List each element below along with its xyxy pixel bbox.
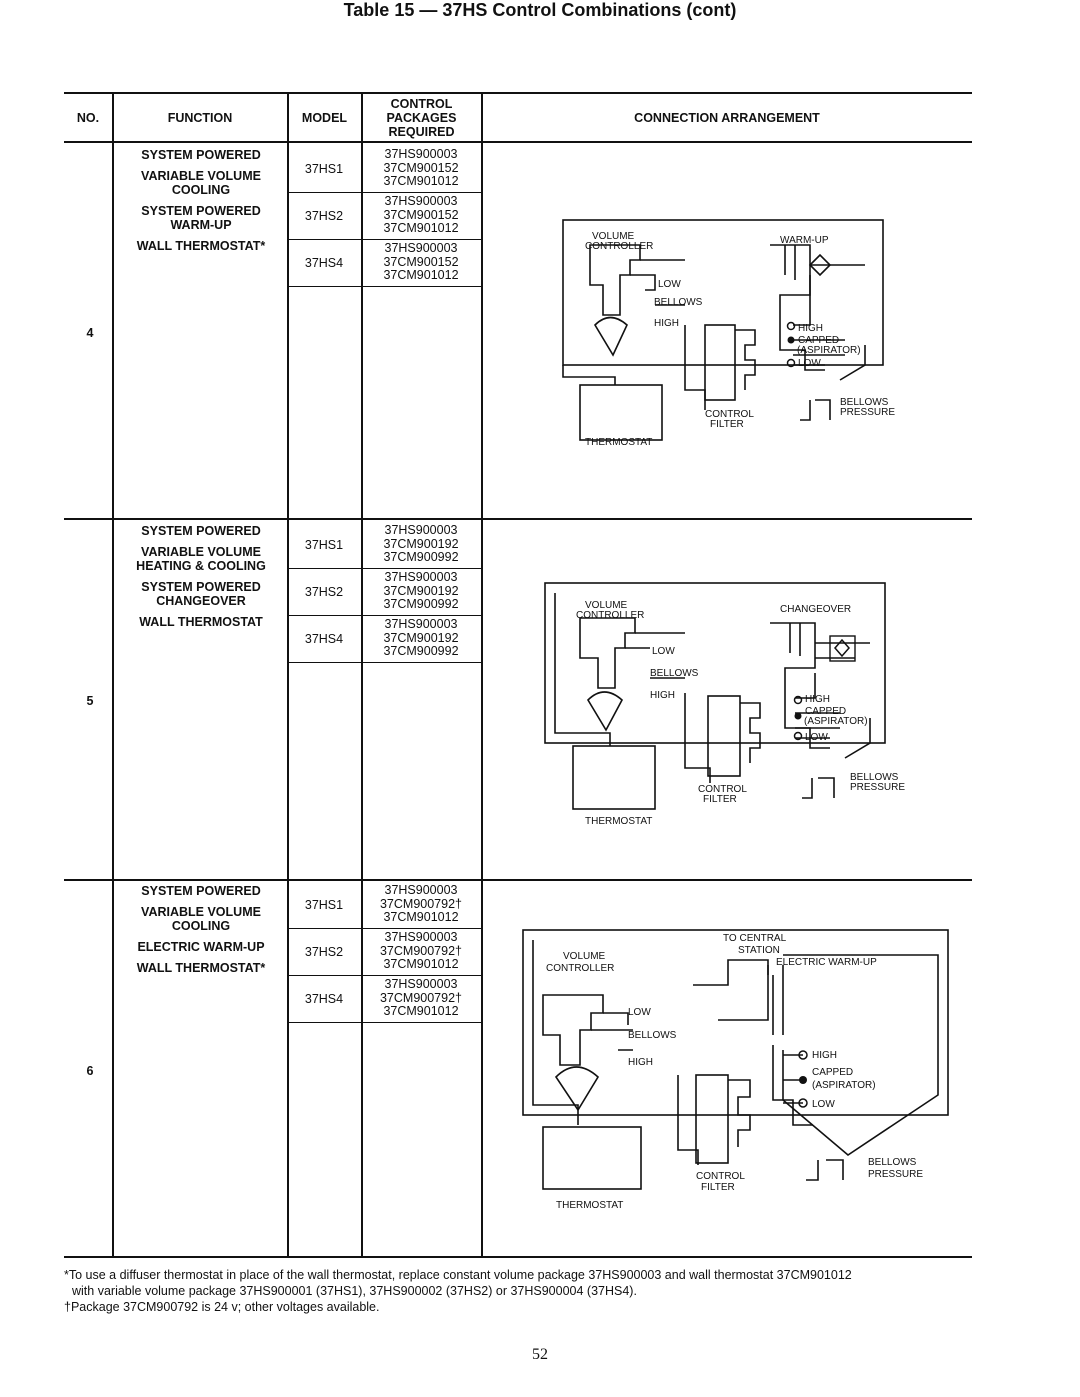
model-divider: [288, 928, 482, 929]
diagram-label: (ASPIRATOR): [812, 1080, 876, 1091]
diagram-label: THERMOSTAT: [585, 437, 653, 448]
connection-diagram-changeover: [540, 578, 910, 833]
table-header-rule: [64, 141, 972, 143]
diagram-label: PRESSURE: [868, 1169, 924, 1180]
model-cell: 37HS2: [304, 585, 344, 599]
control-filter: [705, 325, 735, 400]
diagram-label: VOLUME: [585, 600, 628, 611]
package-cell: 37HS900003 37CM900152 37CM901012: [383, 194, 459, 235]
page-title: Table 15 — 37HS Control Combinations (cont): [343, 0, 737, 20]
volume-controller-body: [590, 245, 640, 315]
footnote: with variable volume package 37HS900001 (37HS1), 37HS900002 (37HS2) or 37HS900004 (37HS4).: [72, 1284, 637, 1298]
diagram-label: CAPPED: [812, 1067, 854, 1078]
diagram-label: TO CENTRAL: [723, 933, 787, 944]
diagram-label: ELECTRIC WARM-UP: [776, 957, 877, 968]
package-cell: 37HS900003 37CM900792† 37CM901012: [379, 977, 462, 1018]
package-cell: 37HS900003 37CM900152 37CM901012: [383, 147, 459, 188]
thermostat-box: [580, 385, 662, 440]
diagram-label: LOW: [798, 358, 821, 369]
control-filter: [696, 1075, 728, 1163]
diagram-label: CHANGEOVER: [780, 604, 852, 615]
diagram-label: LOW: [812, 1099, 835, 1110]
diagram-label: CONTROLLER: [585, 241, 654, 252]
diagram-label: VOLUME: [563, 951, 606, 962]
package-cell: 37HS900003 37CM900192 37CM900992: [383, 523, 459, 564]
model-cell: 37HS2: [304, 209, 344, 223]
damper-fan: [556, 1067, 598, 1110]
function-cell: SYSTEM POWERED VARIABLE VOLUME COOLING ELECTRIC WARM-UP WALL THERMOSTAT*: [136, 884, 266, 975]
diagram-label: HIGH: [805, 694, 830, 705]
diagram-label: CONTROL: [696, 1171, 745, 1182]
package-cell: 37HS900003 37CM900152 37CM901012: [383, 241, 459, 282]
table-top-rule: [64, 92, 972, 94]
header-control-packages: CONTROL PACKAGES REQUIRED: [386, 97, 457, 139]
package-cell: 37HS900003 37CM900192 37CM900992: [383, 570, 459, 611]
model-cell: 37HS2: [304, 945, 344, 959]
model-cell: 37HS4: [304, 632, 344, 646]
function-cell: SYSTEM POWERED VARIABLE VOLUME COOLING SYSTEM POWERED WARM-UP WALL THERMOSTAT*: [136, 148, 266, 253]
diagram-label: FILTER: [703, 794, 737, 805]
diagram-label: THERMOSTAT: [585, 816, 653, 827]
connection-diagram-electric-warm-up: [518, 925, 958, 1220]
damper-fan: [588, 692, 622, 730]
diagram-label: LOW: [805, 732, 828, 743]
header-function: FUNCTION: [167, 111, 233, 125]
diagram-label: CONTROL: [698, 784, 747, 795]
package-cell: 37HS900003 37CM900792† 37CM901012: [379, 883, 462, 924]
diagram-label: LOW: [658, 279, 681, 290]
diagram-label: CONTROLLER: [546, 963, 615, 974]
diagram-label: BELLOWS: [840, 397, 889, 408]
model-divider: [288, 975, 482, 976]
diagram-label: CONTROL: [705, 409, 754, 420]
diagram-label: VOLUME: [592, 231, 635, 242]
volume-controller-body: [580, 618, 635, 688]
model-divider: [288, 192, 482, 193]
model-divider: [288, 615, 482, 616]
diagram-label: BELLOWS: [650, 668, 699, 679]
control-filter: [708, 696, 740, 776]
page-number: 52: [532, 1346, 548, 1363]
diagram-label: WARM-UP: [780, 235, 829, 246]
diagram-label: BELLOWS: [868, 1157, 917, 1168]
diagram-label: HIGH: [628, 1057, 653, 1068]
model-cell: 37HS1: [304, 898, 344, 912]
row-number: 4: [86, 326, 94, 340]
diagram-label: HIGH: [654, 318, 679, 329]
table-bottom-rule: [64, 1256, 972, 1258]
connection-diagram-warm-up: [555, 215, 905, 455]
package-cell: 37HS900003 37CM900192 37CM900992: [383, 617, 459, 658]
footnote: †Package 37CM900792 is 24 v; other voltages available.: [64, 1300, 380, 1314]
model-divider: [288, 239, 482, 240]
row-rule: [64, 879, 972, 881]
function-cell: SYSTEM POWERED VARIABLE VOLUME HEATING & COOLING SYSTEM POWERED CHANGEOVER WALL THERMOSTAT: [136, 524, 266, 629]
row-number: 6: [86, 1064, 94, 1078]
model-cell: 37HS4: [304, 992, 344, 1006]
row-rule: [64, 518, 972, 520]
model-divider: [288, 662, 482, 663]
diagram-label: PRESSURE: [840, 407, 896, 418]
footnote: *To use a diffuser thermostat in place of the wall thermostat, replace constant volume package 37HS900003 and wall thermostat 37CM901012: [64, 1268, 852, 1282]
diagram-label: HIGH: [650, 690, 675, 701]
header-no: NO.: [76, 111, 100, 125]
row-number: 5: [86, 694, 94, 708]
column-divider: [481, 92, 483, 1258]
header-connection: CONNECTION ARRANGEMENT: [634, 111, 820, 125]
damper-fan: [595, 318, 627, 356]
model-cell: 37HS1: [304, 538, 344, 552]
diagram-label: THERMOSTAT: [556, 1200, 624, 1211]
diagram-label: CAPPED: [798, 335, 840, 346]
diagram-label: BELLOWS: [850, 772, 899, 783]
diagram-label: BELLOWS: [628, 1030, 677, 1041]
diagram-label: (ASPIRATOR): [804, 716, 868, 727]
diagram-label: FILTER: [701, 1182, 735, 1193]
diagram-label: CONTROLLER: [576, 610, 645, 621]
model-divider: [288, 286, 482, 287]
diagram-label: BELLOWS: [654, 297, 703, 308]
diagram-label: LOW: [628, 1007, 651, 1018]
diagram-label: (ASPIRATOR): [797, 345, 861, 356]
model-divider: [288, 568, 482, 569]
package-cell: 37HS900003 37CM900792† 37CM901012: [379, 930, 462, 971]
diagram-label: HIGH: [798, 323, 823, 334]
thermostat-box: [573, 746, 655, 809]
diagram-label: HIGH: [812, 1050, 837, 1061]
diagram-label: FILTER: [710, 419, 744, 430]
diagram-label: CAPPED: [805, 706, 847, 717]
header-model: MODEL: [301, 111, 348, 125]
thermostat-box: [543, 1127, 641, 1189]
diagram-label: LOW: [652, 646, 675, 657]
diagram-label: STATION: [738, 945, 780, 956]
diagram-label: PRESSURE: [850, 782, 906, 793]
model-cell: 37HS4: [304, 256, 344, 270]
column-divider: [112, 92, 114, 1258]
model-divider: [288, 1022, 482, 1023]
model-cell: 37HS1: [304, 162, 344, 176]
